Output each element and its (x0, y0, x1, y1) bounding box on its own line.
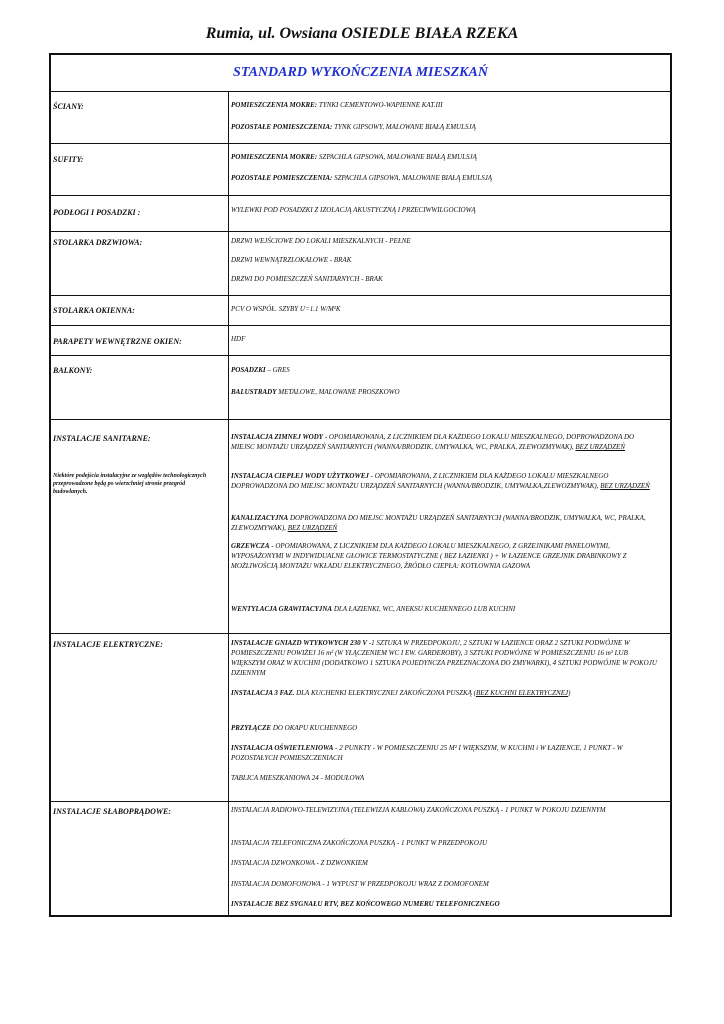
entry: INSTALACJA ZIMNEJ WODY - OPOMIAROWANA, Z LICZNIKIEM DLA KAŻDEGO LOKALU MIESZKALNEGO, DOPROWADZONA DO MIEJSC MONTAŻU URZĄDZEŃ SANITARNYCH (WANNA/BRODZIK, UMYWALKA, WC, PRALKA, ZLEWOZMYWAK), BEZ URZĄDZEŃ (231, 433, 635, 451)
entry: DRZWI DO POMIESZCZEŃ SANITARNYCH - BRAK (231, 275, 383, 283)
row-label: PODŁOGI I POSADZKI : (53, 208, 141, 217)
row-sanitarne (51, 419, 670, 633)
entry: WENTYLACJA GRAWITACYJNA DLA ŁAZIENKI, WC, ANEKSU KUCHENNEGO LUB KUCHNI (231, 605, 516, 613)
entry: TABLICA MIESZKANIOWA 24 - MODUŁOWA (231, 774, 365, 782)
row-sciany (51, 91, 670, 143)
column-divider (228, 296, 229, 326)
entry: POSADZKI – GRES (231, 366, 290, 374)
row-podlogi (51, 195, 670, 231)
column-divider (228, 634, 229, 802)
row-drzwi (51, 231, 670, 295)
row-label: BALKONY: (53, 366, 93, 375)
entry: INSTALACJE BEZ SYGNAŁU RTV, BEZ KOŃCOWEGO NUMERU TELEFONICZNEGO (231, 900, 500, 908)
row-label: INSTALACJE SANITARNE: (53, 434, 151, 443)
row-note: Niektóre podejścia instalacyjne ze względów technologicznych przeprowadzone będą po wierzchniej stronie przegród budowlanych. (53, 473, 207, 495)
entry: POZOSTAŁE POMIESZCZENIA: SZPACHLA GIPSOWA, MALOWANE BIAŁĄ EMULSJĄ (231, 174, 493, 182)
column-divider (228, 92, 229, 144)
row-elektryczne (51, 633, 670, 801)
entry: POZOSTAŁE POMIESZCZENIA: TYNK GIPSOWY, MALOWANE BIAŁĄ EMULSJĄ (231, 123, 476, 131)
row-balkony (51, 355, 670, 419)
row-label: STOLARKA OKIENNA: (53, 306, 135, 315)
column-divider (228, 144, 229, 196)
entry: INSTALACJA DZWONKOWA - Z DZWONKIEM (231, 859, 368, 867)
entry: KANALIZACYJNA DOPROWADZONA DO MIEJSC MONTAŻU URZĄDZEŃ SANITARNYCH (WANNA/BRODZIK, UMYWALKA, WC, PRALKA, ZLEWOZMYWAK), BEZ URZĄDZEŃ (231, 514, 646, 532)
row-label: PARAPETY WEWNĘTRZNE OKIEN: (53, 337, 182, 346)
entry: INSTALACJE GNIAZD WTYKOWYCH 230 V -1 SZTUKA W PRZEDPOKOJU, 2 SZTUKI W ŁAZIENCE ORAZ 2 SZTUKI PODWÓJNE W POMIESZCZENIU POWIŻEJ 16 m² (W YŁĄCZENIEM WC I EW. GARDEROBY), 3 SZTUKI PODWÓJNE W POMIESZCZENIU 16 m² LUB WIĘKSZYM ORAZ W KUCHNI (DODATKOWO 1 SZTUKA POJEDYNCZA PRZEZNACZONA DO ZMYWARKI), 4 SZTUKI PODWÓJNE W POKOJU DZIENNYM (231, 639, 657, 677)
entry: INSTALACJA CIEPŁEJ WODY UŻYTKOWEJ - OPOMIAROWANA, Z LICZNIKIEM DLA KAŻDEGO LOKALU MIESZKALNEGO DOPROWADZONA DO MIEJSC MONTAŻU URZĄDZEŃ SANITARNYCH (WANNA/BRODZIK, UMYWALKA,ZLEWOZMYWAK), BEZ URZĄDZEŃ (231, 472, 650, 490)
standard-table (49, 53, 672, 917)
row-label: SUFITY: (53, 155, 84, 164)
column-divider (228, 420, 229, 634)
entry: PRZYŁĄCZE DO OKAPU KUCHENNEGO (231, 724, 358, 732)
row-slaboprad (51, 801, 670, 915)
entry: INSTALACJA 3 FAZ. DLA KUCHENKI ELEKTRYCZNEJ ZAKOŃCZONA PUSZKĄ (BEZ KUCHNI ELEKTRYCZNEJ) (231, 689, 571, 697)
entry: POMIESZCZENIA MOKRE: TYNKI CEMENTOWO-WAPIENNE KAT.III (231, 101, 443, 109)
column-divider (228, 356, 229, 420)
entry: BALUSTRADY METALOWE, MALOWANE PROSZKOWO (231, 388, 400, 396)
column-divider (228, 802, 229, 916)
row-label: STOLARKA DRZWIOWA: (53, 238, 143, 247)
entry: PCV O WSPÓŁ. SZYBY U=1.1 W/M²K (231, 305, 341, 313)
table-header: STANDARD WYKOŃCZENIA MIESZKAŃ (233, 65, 488, 80)
row-parapety (51, 325, 670, 355)
entry: DRZWI WEJŚCIOWE DO LOKALI MIESZKALNYCH - PEŁNE (231, 237, 411, 245)
entry: POMIESZCZENIA MOKRE: SZPACHLA GIPSOWA, MALOWANE BIAŁĄ EMULSJĄ (231, 153, 477, 161)
entry: GRZEWCZA - OPOMIAROWANA, Z LICZNIKIEM DLA KAŻDEGO LOKALU MIESZKALNEGO, Z GRZEJNIKAMI PANELOWYMI, WYPOSAŻONYMI W INDYWIDUALNE GŁOWICE TERMOSTATYCZNE ( BEZ ŁAZIENKI ) + W ŁAZIENCE GRZEJNIK DRABINKOWY Z MOŻLIWOŚCIĄ MONTAŻU WKŁADU ELEKTRYCZNEGO, ŹRÓDŁO CIEPŁA: KOTŁOWNIA GAZOWA (231, 542, 627, 570)
row-label: INSTALACJE ELEKTRYCZNE: (53, 640, 163, 649)
row-okna (51, 295, 670, 325)
column-divider (228, 326, 229, 356)
entry: INSTALACJA TELEFONICZNA ZAKOŃCZONA PUSZKĄ - 1 PUNKT W PRZEDPOKOJU (231, 839, 488, 847)
entry: HDF (231, 335, 246, 343)
entry: WYLEWKI POD POSADZKI Z IZOLACJĄ AKUSTYCZNĄ I PRZECIWWILGOCIOWĄ (231, 206, 476, 214)
row-sufity (51, 143, 670, 195)
page-title: Rumia, ul. Owsiana OSIEDLE BIAŁA RZEKA (205, 25, 519, 42)
entry: INSTALACJA DOMOFONOWA - 1 WYPUST W PRZEDPOKOJU WRAZ Z DOMOFONEM (231, 880, 489, 888)
row-label: ŚCIANY: (53, 102, 84, 111)
row-label: INSTALACJE SŁABOPRĄDOWE: (53, 807, 172, 816)
entry: DRZWI WEWNĄTRZLOKALOWE - BRAK (231, 256, 352, 264)
entry: INSTALACJA RADIOWO-TELEWIZYJNA (TELEWIZJA KABLOWA) ZAKOŃCZONA PUSZKĄ - 1 PUNKT W POKOJU DZIENNYM (231, 806, 606, 814)
entry: INSTALACJA OŚWIETLENIOWA - 2 PUNKTY - W POMIESZCZENIU 25 M² I WIĘKSZYM, W KUCHNI i W ŁAZIENCE, 1 PUNKT - W POZOSTAŁYCH POMIESZCZENIACH (231, 744, 623, 762)
column-divider (228, 232, 229, 296)
column-divider (228, 196, 229, 232)
